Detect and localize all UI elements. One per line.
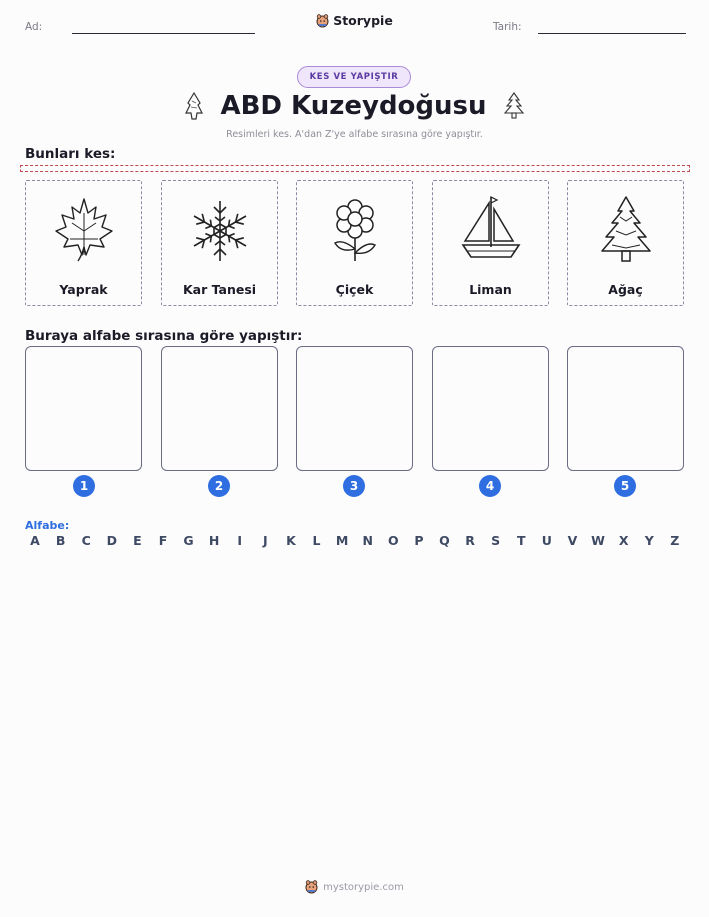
alphabet-letter: K	[286, 533, 296, 548]
storypie-mascot-icon	[316, 14, 329, 28]
alphabet-letter: V	[567, 533, 578, 548]
alphabet-letter: A	[30, 533, 40, 548]
arrowhead-icon	[182, 91, 206, 121]
footer-url: mystorypie.com	[323, 881, 404, 893]
number-badge: 2	[208, 475, 230, 497]
paste-box-4[interactable]	[432, 346, 549, 471]
cut-card-liman[interactable]	[432, 180, 549, 306]
alphabet-letter: P	[414, 533, 424, 548]
cut-line	[20, 165, 690, 172]
cut-card-agac[interactable]	[567, 180, 684, 306]
flower-icon	[315, 191, 395, 277]
pine-tree-icon	[586, 191, 666, 277]
paste-heading: Buraya alfabe sırasına göre yapıştır:	[25, 328, 303, 344]
sailboat-icon	[451, 191, 531, 277]
alphabet-letter: U	[541, 533, 552, 548]
alphabet-letter: M	[335, 533, 349, 548]
maple-leaf-icon	[44, 191, 124, 277]
number-badge: 5	[614, 475, 636, 497]
alphabet-row	[25, 533, 685, 548]
alphabet-letter: W	[591, 533, 605, 548]
activity-badge: KES VE YAPIŞTIR	[297, 66, 411, 88]
page-title: ABD Kuzeydoğusu	[220, 91, 487, 121]
pine-tree-icon	[501, 91, 527, 121]
cut-heading: Bunları kes:	[25, 146, 116, 162]
number-badge: 1	[73, 475, 95, 497]
cut-card-yaprak[interactable]	[25, 180, 142, 306]
name-line	[72, 33, 255, 34]
snowflake-icon	[180, 191, 260, 277]
alphabet-letter: T	[517, 533, 526, 548]
brand-name: Storypie	[333, 13, 393, 28]
instructions: Resimleri kes. A'dan Z'ye alfabe sırasına göre yapıştır.	[226, 129, 483, 140]
card-label: Liman	[469, 282, 512, 297]
footer	[0, 880, 709, 894]
alphabet-letter: C	[81, 533, 91, 548]
alphabet-letter: Z	[670, 533, 680, 548]
cut-card-kar-tanesi[interactable]	[161, 180, 278, 306]
card-label: Kar Tanesi	[182, 282, 257, 297]
alphabet-title: Alfabe:	[25, 519, 70, 532]
alphabet-letter: L	[312, 533, 321, 548]
alphabet-letter: Q	[439, 533, 450, 548]
alphabet-letter: Y	[644, 533, 654, 548]
alphabet-letter: S	[491, 533, 501, 548]
alphabet-letter: F	[158, 533, 168, 548]
alphabet-letter: N	[362, 533, 373, 548]
date-line	[538, 33, 686, 34]
alphabet-letter: X	[618, 533, 629, 548]
paste-box-5[interactable]	[567, 346, 684, 471]
alphabet-letter: G	[183, 533, 194, 548]
alphabet-letter: E	[133, 533, 142, 548]
paste-box-1[interactable]	[25, 346, 142, 471]
storypie-mascot-icon	[305, 880, 318, 894]
alphabet-letter: O	[387, 533, 399, 548]
name-label: Ad:	[25, 21, 43, 33]
paste-box-2[interactable]	[161, 346, 278, 471]
alphabet-letter: R	[465, 533, 475, 548]
alphabet-letter: I	[237, 533, 243, 548]
brand-logo	[0, 13, 709, 28]
date-label: Tarih:	[493, 21, 522, 33]
alphabet-letter: J	[263, 533, 268, 548]
card-label: Ağaç	[608, 282, 643, 297]
cut-card-cicek[interactable]	[296, 180, 413, 306]
alphabet-letter: B	[55, 533, 66, 548]
number-badge: 3	[343, 475, 365, 497]
alphabet-letter: H	[208, 533, 220, 548]
card-label: Çiçek	[335, 282, 374, 297]
paste-box-3[interactable]	[296, 346, 413, 471]
number-badge: 4	[479, 475, 501, 497]
alphabet-letter: D	[106, 533, 117, 548]
title-row	[0, 91, 709, 121]
card-label: Yaprak	[59, 282, 108, 297]
